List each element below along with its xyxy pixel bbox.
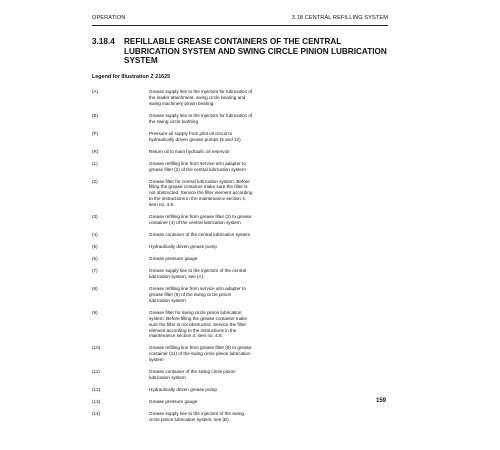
legend-key: (P) (92, 130, 99, 136)
legend-description: Grease supply line to the injectors of the central lubrication system, see (A). (149, 268, 247, 279)
legend-key: (11) (92, 369, 100, 375)
legend-item (92, 286, 388, 304)
legend-key: (6) (92, 256, 98, 262)
legend-key: (R) (92, 148, 99, 154)
legend-description: Grease refilling line from grease filter (9) to grease container (11) of the swing circle pinion lubrication system (149, 345, 252, 363)
legend-key: (B) (92, 112, 99, 118)
header-divider (92, 25, 388, 26)
legend-item (92, 232, 388, 238)
legend-description: Grease pressure gauge (149, 256, 198, 262)
legend-key: (9) (92, 309, 98, 315)
legend-item (92, 214, 388, 226)
legend-key: (5) (92, 244, 98, 250)
legend-item (92, 345, 388, 363)
legend-description: Grease filter for central lubrication system. Before filling the grease container make sure the filter is not obstructed. Service the filter element according to the instructions in the maintenance section 4, item no. 4.8. (149, 178, 253, 208)
legend-item (92, 89, 388, 107)
legend-key: (2) (92, 178, 98, 184)
legend-key: (13) (92, 399, 101, 405)
legend-description: Pressure oil supply from pilot oil circuit to hydraulically driven grease pumps (5 and 12) (149, 130, 241, 142)
legend-item (92, 387, 388, 393)
legend-description: Hydraulically driven grease pump (149, 244, 217, 250)
legend-description: Grease pressure gauge (149, 399, 198, 405)
legend-key: (7) (92, 268, 98, 274)
legend-description: Hydraulically driven grease pump (149, 387, 217, 393)
legend-key: (A) (92, 89, 99, 94)
legend-item (92, 113, 388, 125)
legend-item (92, 399, 388, 405)
legend-item (92, 179, 388, 209)
legend-item (92, 244, 388, 250)
legend-item (92, 268, 388, 280)
legend-item (92, 149, 388, 155)
legend-description: Grease filter for swing circle pinion lubrication system. Before filling the grease container make sure the filter is not obstructed. Service the filter element according to the instructions in the maintenance section 4, item no. 4.8. (149, 309, 248, 339)
legend-description: Grease refilling line from service arm adapter to grease filter (2) of the central lubrication system (149, 160, 246, 172)
legend-key: (10) (92, 345, 101, 351)
legend-key: (12) (92, 387, 101, 393)
legend-key: (3) (92, 214, 98, 220)
legend-description: Grease supply line to the injectors for lubrication of the swing circle toothing (149, 112, 253, 124)
legend-list (92, 89, 388, 429)
legend-description: Grease container of the swing circle pinion lubrication system (149, 369, 236, 381)
legend-key: (1) (92, 160, 98, 166)
header-section-label: OPERATION (92, 15, 126, 21)
legend-item (92, 161, 388, 173)
legend-description: Grease container of the central lubrication system (149, 232, 251, 238)
legend-item (92, 131, 388, 143)
legend-description: Grease refilling line from service arm adapter to grease filter (9) of the swing circle pinion lubrication system (149, 285, 246, 303)
legend-item (92, 369, 388, 381)
legend-item (92, 310, 388, 340)
section-number: 3.18.4 (92, 37, 115, 46)
legend-key: (14) (92, 411, 101, 417)
legend-description: Return oil to main hydraulic oil reservoir (149, 148, 230, 154)
section-title: REFILLABLE GREASE CONTAINERS OF THE CENTRAL LUBRICATION SYSTEM AND SWING CIRCLE PINION LUBRICATION SYSTEM (124, 37, 387, 66)
legend-description: Grease refilling line from grease filter (2) to grease container (4) of the central lubrication system (149, 214, 252, 226)
legend-item (92, 411, 388, 423)
legend-key: (4) (92, 232, 98, 238)
legend-description: Grease supply line to the injectors for lubrication of the loader attachment, swing circle bearing and swing machinery pinion bearing (149, 89, 253, 106)
section-heading (92, 37, 392, 66)
legend-item (92, 256, 388, 262)
legend-description: Grease supply line to the injectors of the swing circle pinion lubrication system, see (B). (149, 411, 244, 423)
page-number: 159 (376, 398, 387, 404)
legend-key: (8) (92, 285, 98, 291)
header-chapter-label: 3.18 CENTRAL REFILLING SYSTEM (291, 15, 388, 21)
legend-heading: Legend for Illustration Z 21625 (92, 74, 171, 80)
